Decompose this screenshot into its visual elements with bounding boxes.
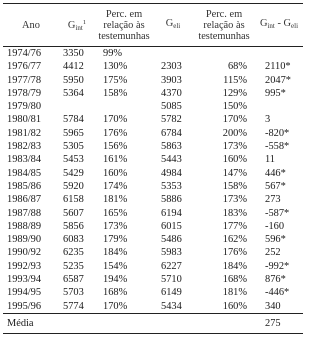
table-row [3, 220, 303, 233]
table-row [3, 167, 303, 180]
header-ano: Ano [3, 4, 59, 47]
cell-perc-gint: 161% [103, 154, 128, 166]
cell-ano: 1986/87 [7, 194, 42, 206]
cell-gint: 5429 [63, 167, 84, 179]
cell-difference: 995* [265, 87, 286, 99]
table-row [3, 100, 303, 113]
table-row [3, 193, 303, 206]
cell-perc-geli [193, 47, 255, 61]
cell-gint: 5920 [63, 180, 84, 192]
cell-geli: 5710 [161, 274, 182, 286]
cell-perc-geli: 147% [222, 167, 247, 179]
cell-ano: 1976/77 [7, 61, 42, 73]
cell-perc-geli: 176% [222, 247, 247, 259]
cell-geli [153, 47, 193, 61]
cell-difference [255, 47, 303, 61]
cell-geli: 6784 [161, 127, 182, 139]
cell-difference: 567* [265, 180, 286, 192]
cell-difference: -446* [265, 287, 290, 299]
cell-gint: 6158 [63, 194, 84, 206]
cell-difference: 273 [265, 194, 281, 206]
cell-gint: 5784 [63, 114, 84, 126]
cell-ano: 1987/88 [7, 207, 42, 219]
table-row [3, 87, 303, 100]
cell-ano: 1983/84 [7, 154, 42, 166]
header-perc-geli: Perc. em relação às testemunhas [193, 4, 255, 47]
table-header-row [3, 4, 303, 47]
cell-ano: 1992/93 [7, 260, 42, 272]
footnote-marker: 1 [82, 18, 87, 26]
cell-difference: -558* [265, 141, 290, 153]
cell-ano: 1982/83 [7, 141, 42, 153]
cell-difference: 596* [265, 234, 286, 246]
cell-difference: 2047* [265, 74, 291, 86]
cell-perc-geli: 162% [222, 234, 247, 246]
cell-perc-geli: 68% [227, 61, 247, 73]
cell-perc-gint: 194% [103, 274, 128, 286]
cell-ano: 1977/78 [7, 74, 42, 86]
data-table-container [3, 3, 303, 334]
cell-geli: 3903 [161, 74, 182, 86]
cell-geli: 5353 [161, 180, 182, 192]
table-row [3, 74, 303, 87]
cell-perc-geli: 160% [222, 154, 247, 166]
cell-gint: 5235 [63, 260, 84, 272]
cell-geli: 5085 [161, 101, 182, 113]
cell-geli: 5486 [161, 234, 182, 246]
cell-perc-geli: 158% [222, 180, 247, 192]
table-row [3, 140, 303, 153]
cell-perc-gint: 156% [103, 141, 128, 153]
cell-gint: 5774 [63, 300, 84, 312]
cell-geli: 6149 [161, 287, 182, 299]
cell-geli: 5886 [161, 194, 182, 206]
table-row [3, 246, 303, 259]
table-row [3, 207, 303, 220]
cell-geli: 5782 [161, 114, 182, 126]
header-perc-gint: Perc. em relação às testemunhas [95, 4, 153, 47]
table-footer-row [3, 313, 303, 333]
cell-perc-geli: 129% [222, 87, 247, 99]
cell-difference: 446* [265, 167, 286, 179]
cell-difference: 11 [265, 154, 276, 166]
cell-perc-geli: 168% [222, 274, 247, 286]
table-row [3, 127, 303, 140]
footer-mean-value: 275 [255, 313, 303, 333]
cell-perc-gint: 99% [103, 48, 123, 59]
cell-geli: 2303 [161, 61, 182, 73]
cell-difference: 340 [265, 300, 281, 312]
cell-ano: 1979/80 [7, 101, 42, 113]
cell-perc-gint: 130% [103, 61, 128, 73]
cell-ano: 1981/82 [7, 127, 42, 139]
cell-difference: 2110* [265, 61, 291, 73]
cell-difference: 3 [265, 114, 271, 126]
cell-perc-geli: 160% [222, 300, 247, 312]
cell-perc-geli: 183% [222, 207, 247, 219]
cell-ano: 1978/79 [7, 87, 42, 99]
cell-geli: 5443 [161, 154, 182, 166]
cell-perc-gint: 184% [103, 247, 128, 259]
table-row [3, 233, 303, 246]
cell-perc-geli: 200% [222, 127, 247, 139]
cell-gint: 5965 [63, 127, 84, 139]
cell-perc-geli: 177% [222, 220, 247, 232]
cell-difference [255, 100, 303, 113]
table-row [3, 273, 303, 286]
cell-perc-gint: 174% [103, 180, 128, 192]
header-geli: $G_{eli}$ [153, 4, 193, 47]
yield-comparison-table [3, 3, 303, 334]
cell-gint: 6083 [63, 234, 84, 246]
cell-gint: 5364 [63, 87, 84, 99]
cell-perc-gint: 181% [103, 194, 128, 206]
cell-perc-gint: 154% [103, 260, 128, 272]
cell-perc-gint: 165% [103, 207, 128, 219]
cell-geli: 6227 [161, 260, 182, 272]
table-row [3, 180, 303, 193]
cell-perc-gint: 179% [103, 234, 128, 246]
cell-geli: 5863 [161, 141, 182, 153]
cell-geli: 5434 [161, 300, 182, 312]
header-difference: $G_{int} - G_{eli}$ [255, 4, 303, 47]
cell-perc-gint: 170% [103, 114, 128, 126]
cell-difference: -587* [265, 207, 290, 219]
cell-perc-gint: 160% [103, 167, 128, 179]
cell-perc-geli: 115% [223, 74, 247, 86]
cell-ano: 1974/76 [7, 48, 42, 59]
table-row [3, 260, 303, 273]
header-gint: $G_{int}^1$ [59, 4, 95, 47]
cell-difference: 876* [265, 274, 286, 286]
cell-ano: 1995/96 [7, 300, 42, 312]
cell-perc-geli: 181% [222, 287, 247, 299]
cell-perc-geli: 173% [222, 141, 247, 153]
cell-difference: -992* [265, 260, 290, 272]
cell-perc-gint [95, 100, 153, 113]
cell-perc-gint: 173% [103, 220, 128, 232]
cell-perc-gint: 175% [103, 74, 128, 86]
table-row [3, 286, 303, 299]
cell-geli: 4370 [161, 87, 182, 99]
cell-geli: 6015 [161, 220, 182, 232]
cell-difference: 252 [265, 247, 281, 259]
cell-gint: 5703 [63, 287, 84, 299]
table-row [3, 47, 303, 61]
cell-geli: 5983 [161, 247, 182, 259]
cell-perc-geli: 184% [222, 260, 247, 272]
cell-gint: 5856 [63, 220, 84, 232]
cell-perc-geli: 173% [222, 194, 247, 206]
cell-gint: 6235 [63, 247, 84, 259]
cell-perc-geli: 170% [222, 114, 247, 126]
cell-perc-geli: 150% [222, 101, 247, 113]
cell-gint: 5607 [63, 207, 84, 219]
cell-ano: 1980/81 [7, 114, 42, 126]
cell-difference: -820* [265, 127, 290, 139]
cell-ano: 1984/85 [7, 167, 42, 179]
cell-ano: 1988/89 [7, 220, 42, 232]
table-row [3, 60, 303, 73]
table-row [3, 300, 303, 314]
cell-gint [59, 100, 95, 113]
table-row [3, 153, 303, 166]
cell-gint: 6587 [63, 274, 84, 286]
footer-label: Média [3, 313, 59, 333]
cell-ano: 1990/92 [7, 247, 42, 259]
cell-gint: 5950 [63, 74, 84, 86]
cell-ano: 1989/90 [7, 234, 42, 246]
cell-geli: 6194 [161, 207, 182, 219]
cell-difference: -160 [265, 220, 285, 232]
cell-perc-gint: 170% [103, 300, 128, 312]
cell-gint: 4412 [63, 61, 84, 73]
cell-gint: 3350 [63, 48, 84, 59]
table-row [3, 113, 303, 126]
cell-gint: 5305 [63, 141, 84, 153]
cell-geli: 4984 [161, 167, 182, 179]
cell-ano: 1993/94 [7, 274, 42, 286]
cell-perc-gint: 168% [103, 287, 128, 299]
cell-perc-gint: 176% [103, 127, 128, 139]
cell-ano: 1994/95 [7, 287, 42, 299]
cell-gint: 5453 [63, 154, 84, 166]
cell-ano: 1985/86 [7, 180, 42, 192]
cell-perc-gint: 158% [103, 87, 128, 99]
